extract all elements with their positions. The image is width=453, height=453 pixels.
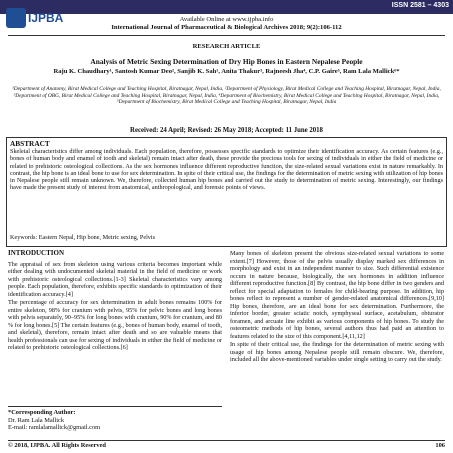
corresponding-heading: *Corresponding Author:	[8, 409, 76, 416]
affiliations: ¹Department of Anatomy, Birat Medical College and Teaching Hospital, Biratnagar, Nepal, India, ²Department of Physiology, Birat Medical College and Teaching Hospital, Biratnagar, Nepal, India, ³Department of OBG, Birat Medical College and Teaching Hospital, Biratnagar, Nepal, India, ⁴Department of Biochemistry, Birat Medical College and Teaching Hospital, Biratnagar, Nepal, India, ⁵Department of Biochemistry, Birat Medical College and Teaching Hospital, Biratnagar, Nepal, India	[12, 86, 441, 106]
logo-text: IJPBA	[28, 11, 64, 25]
introduction-heading: INTRODUCTION	[8, 249, 65, 257]
corresponding-name: Dr. Ram Lala Mallick	[8, 416, 65, 424]
abstract-text: Skeletal characteristics differ among individuals. Each population, therefore, possesses specific standards to optimize their identification accuracy. As certain features (e.g., bones of human body and enamel of tooth and skeletal) remain intact after death, these provide the precious tools for sexing of individuals in either the field of medicine or related to prehistoric osteological collections. As the sex hormones influence different reproductive function, the size-related sexual variations exist in nature remarkably. In contrast, the hip bone is an ideal bone to use for sex determination. In spite of their critical use, the findings for the determination of metric sexing with utilization of hip bones in Nepalese people still remain unknown. We, therefore, collected human hip bones and carried out the study to determination of metric sexing. Interestingly, our findings have made the present study of interest from anatomical, anthropological, and forensic points of views.	[10, 148, 444, 192]
left-column	[8, 250, 222, 353]
corresponding-author	[8, 406, 222, 432]
keywords: Keywords: Eastern Nepal, Hip bone, Metric sexing, Pelvis	[10, 234, 156, 241]
author-list: Raju K. Chaudhary¹, Santosh Kumar Deo², Sanjib K. Sah¹, Anita Thakur³, Rajneesh Jha⁴, C.P. Gaire⁵, Ram Lala Mallick⁶*	[53, 68, 400, 75]
issn-label: ISSN 2581 – 4303	[391, 2, 449, 9]
page-footer	[8, 440, 445, 449]
intro-paragraph: The appraisal of sex from skeleton using various criteria becomes important while either dealing with undocumented skeletal material in the field of medicine or work with prehistoric osteological collections.[1-3] Skeletal characteristics vary among people. Each population, therefore, exhibits specific standards to optimization of their identification accuracy.[4]	[8, 260, 222, 298]
journal-citation: International Journal of Pharmaceutical & Biological Archives 2018; 9(2):106-112	[111, 24, 342, 31]
body-paragraph: Many bones of skeleton present the obvious size-related sexual variations to some extent.[7] However, those of the pelvis usually display marked sex differences in morphology and exist in an independent manner to size. Such differential existence occurs in nature because, biologically, the sex hormones in addition influence different reproductive function.[8] By contrast, the hip bone differ in two genders and reflect for special adaptation to females for child-bearing purpose. In addition, hip bones reflect to represent a number of gender-related anatomical differences.[9,10] Hip bones, therefore, are an ideal bone for sex determination. Furthermore, the inferior border, greater sciatic notch, symphyseal surface, acetabulum, obturator foramen, and arcuate line exhibit as various components of hip bones. To study the osteometric methods of hip bones, several authors thus had paid an attention to features related to the size of this component.[4,11,12]	[230, 250, 444, 340]
corresponding-email: E-mail: ramlalamallick@gmail.com	[8, 424, 101, 432]
divider	[8, 35, 445, 36]
page-number: 106	[435, 442, 445, 449]
availability-line: Available Online at www.ijpba.info	[179, 16, 274, 23]
intro-paragraph: The percentage of accuracy for sex determination in adult bones remains 100% for entire skeleton, 98% for cranium with pelvis, 95% for pelvic bones and long bones with pelvis separately, 90–95% for long bones with cranium, 90% for cranium, and 80 % for long bones.[5] The certain features (e.g., bones of human body, enamel of tooth, and skeletal), therefore, remain intact after death and so are valuable means that health professionals can use for sexing of individuals in either the field of medicine or related to prehistoric osteological collections.[6]	[8, 299, 222, 351]
submission-dates: Received: 24 April; Revised: 26 May 2018; Accepted: 11 June 2018	[130, 127, 323, 134]
paper-title: Analysis of Metric Sexing Determination of Dry Hip Bones in Eastern Nepalese People	[90, 57, 363, 66]
abstract-heading: ABSTRACT	[10, 139, 50, 148]
header-band	[0, 0, 453, 14]
article-type: RESEARCH ARTICLE	[192, 43, 261, 50]
right-column	[230, 250, 444, 365]
abstract-box	[6, 137, 447, 247]
copyright: © 2018, IJPBA. All Rights Reserved	[8, 442, 106, 449]
body-paragraph: In spite of their critical use, the findings for the determination of metric sexing with usage of hip bones among Nepalese people still remain obscure. We, therefore, included all the above-mentioned variables under single setting to carry out the study.	[230, 341, 444, 363]
